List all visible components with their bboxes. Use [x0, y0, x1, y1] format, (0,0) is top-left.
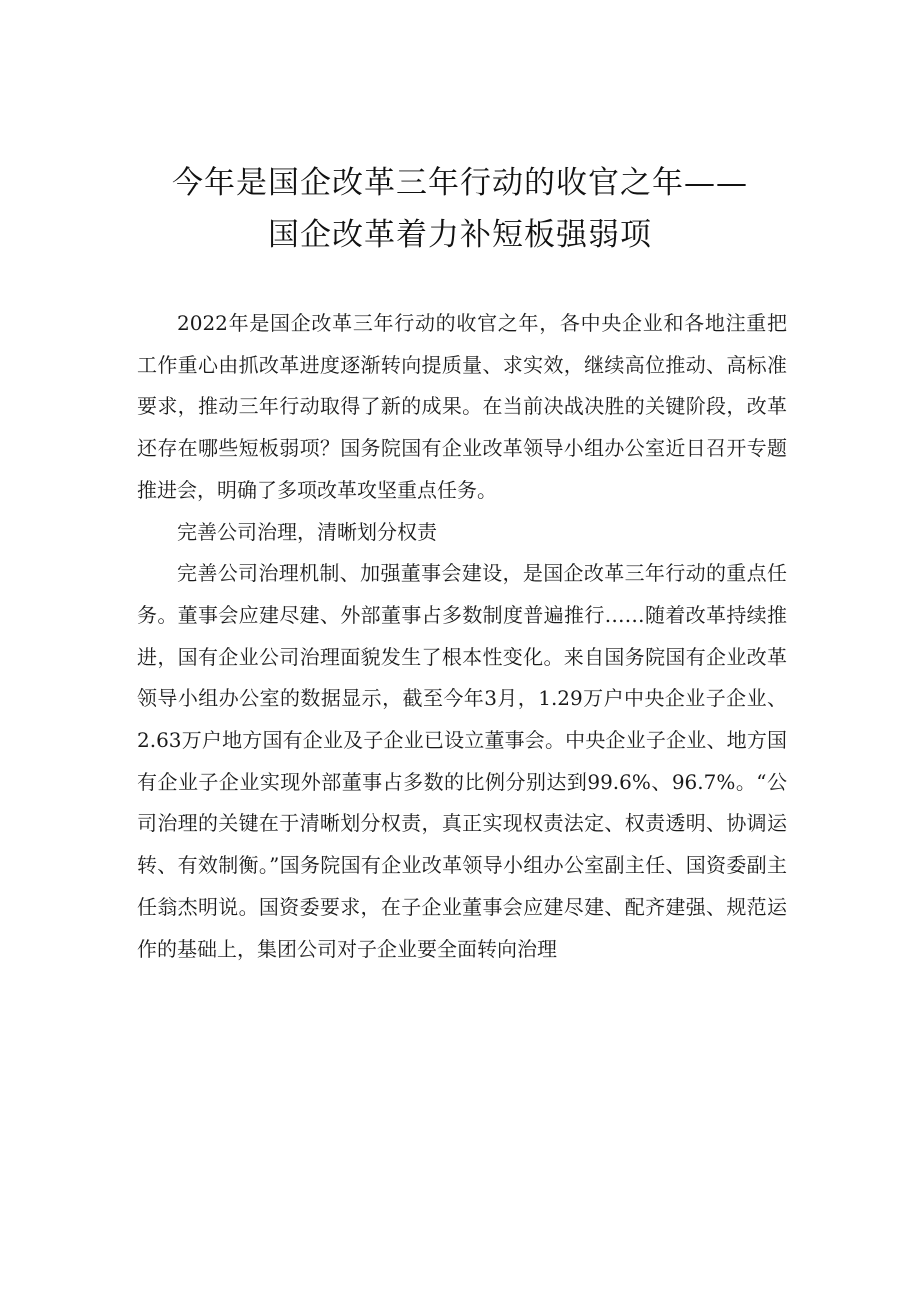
- document-body: [137, 303, 787, 970]
- intro-paragraph: 2022年是国企改革三年行动的收官之年，各中央企业和各地注重把工作重心由抓改革进度逐渐转向提质量、求实效，继续高位推动、高标准要求，推动三年行动取得了新的成果。在当前决战决胜的关键阶段，改革还存在哪些短板弱项？国务院国有企业改革领导小组办公室近日召开专题推进会，明确了多项改革攻坚重点任务。: [137, 311, 787, 502]
- title-line-2: 国企改革着力补短板强弱项: [268, 217, 652, 253]
- section-heading: 完善公司治理，清晰划分权责: [177, 519, 437, 544]
- title-line-1: 今年是国企改革三年行动的收官之年——: [172, 165, 748, 201]
- document-title: [100, 157, 820, 261]
- section-paragraph: 完善公司治理机制、加强董事会建设，是国企改革三年行动的重点任务。董事会应建尽建、外部董事占多数制度普遍推行……随着改革持续推进，国有企业公司治理面貌发生了根本性变化。来自国务院国有企业改革领导小组办公室的数据显示，截至今年3月，1.29万户中央企业子企业、2.63万户地方国有企业及子企业已设立董事会。中央企业子企业、地方国有企业子企业实现外部董事占多数的比例分别达到99.6%、96.7%。“公司治理的关键在于清晰划分权责，真正实现权责法定、权责透明、协调运转、有效制衡。”国务院国有企业改革领导小组办公室副主任、国资委副主任翁杰明说。国资委要求，在子企业董事会应建尽建、配齐建强、规范运作的基础上，集团公司对子企业要全面转向治理: [137, 561, 787, 961]
